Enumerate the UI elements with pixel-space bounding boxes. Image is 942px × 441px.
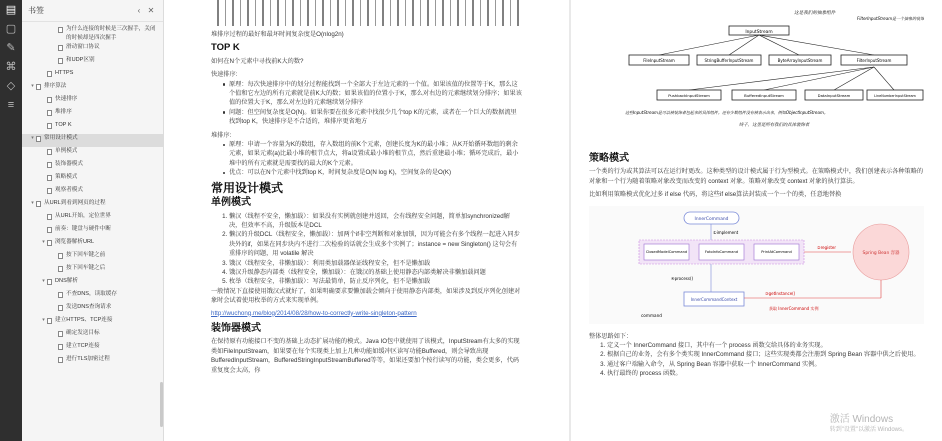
page-icon xyxy=(36,84,41,90)
scrollbar-thumb[interactable] xyxy=(160,382,163,427)
bookmark-label: 快速排序 xyxy=(55,96,78,102)
io-bottom-label: BufferedInputStream xyxy=(744,93,784,98)
page-icon xyxy=(47,123,52,129)
bookmark-label: 前奏：键盘与硬件中断 xyxy=(55,226,111,232)
bookmark-label: HTTPS xyxy=(55,70,74,76)
bookmark-label: 进行TLS加密过程 xyxy=(66,356,110,362)
pdf-page-right xyxy=(571,0,942,441)
page-icon xyxy=(47,149,52,155)
strategy-text-1: 一个类的行为或其算法可以在运行时更改。这种类型的设计模式属于行为型模式。在策略模式中，我们创建表示各种策略的对象和一个行为随着策略对象改变而改变的 context 对象。策略对象改变 context 对象的执行算法。 xyxy=(589,168,924,185)
thumbnail-icon[interactable]: ▢ xyxy=(5,23,17,35)
bookmark-label: 排序算法 xyxy=(44,83,67,89)
page-icon xyxy=(36,201,41,207)
list-item: 优点：可以在N个元素中找到top K，时间复杂度是O(N log K)，空间复杂的是O(K) xyxy=(223,168,522,177)
list-item: 5. 枚举（线程安全，非懒加载）：写法最简单，防止反序列化，但不是懒加载 xyxy=(229,277,522,286)
chevron-down-icon[interactable]: ▾ xyxy=(31,200,34,206)
page-icon xyxy=(58,292,63,298)
bookmark-item[interactable] xyxy=(22,329,163,342)
page-icon xyxy=(58,58,63,64)
io-bottom-label: DataInputStream xyxy=(817,93,851,98)
bookmark-label: 发送DNS查询请求 xyxy=(66,304,112,310)
page-icon xyxy=(47,175,52,181)
strategy-diagram xyxy=(589,206,924,324)
process-label: ④process() xyxy=(671,275,694,281)
bookmark-item[interactable] xyxy=(22,277,163,290)
bookmark-item[interactable] xyxy=(22,121,163,134)
bookmark-item[interactable] xyxy=(22,69,163,82)
bookmark-panel-title: 书签 xyxy=(28,6,44,15)
topk-heading: TOP K xyxy=(211,42,240,54)
singleton-note: 一般情况下直接使用饿汉式就好了，如果明确要求要懒加载会倾向于使用静态内部类，如果涉及到反序列化创建对象时会试着使用枚举的方式来实现单例。 xyxy=(211,287,521,305)
io-note-right: FilterInputStream是一个抽象的装饰者 xyxy=(857,16,924,21)
spring-label: Spring Bean 容器 xyxy=(862,250,900,256)
page-icon xyxy=(47,240,52,246)
pdf-page-left xyxy=(164,0,569,441)
list-item: 1. 懒汉（线程不安全，懒加载）：如果没有实例就创建并返回，会有线程安全问题，简单加synchronized解决，但效率不高，升级版本是DCL xyxy=(229,212,522,231)
heap-sort-figure xyxy=(211,0,522,26)
bookmark-item[interactable] xyxy=(22,316,163,329)
heap-sort-label: 堆排序: xyxy=(211,131,232,139)
chevron-down-icon[interactable]: ▾ xyxy=(42,239,45,245)
io-bottom-label: PushbackInputStream xyxy=(668,93,710,98)
singleton-heading: 单例模式 xyxy=(211,197,251,209)
command-label: command xyxy=(641,312,662,318)
register-label: ②register xyxy=(817,244,837,250)
bookmark-label: 为什么连接的时候是三次握手，关闭的时候却是四次握手 xyxy=(66,26,156,41)
io-bottom-label: LineNumberInputStream xyxy=(874,94,916,98)
bookmark-item[interactable] xyxy=(22,25,163,43)
bookmark-label: DNS解析 xyxy=(55,278,78,284)
heap-caption: 堆排序过程的最好和最坏时间复杂度是O(nlog2n) xyxy=(211,31,344,38)
layers-icon[interactable]: ≡ xyxy=(7,98,15,111)
bookmark-item[interactable] xyxy=(22,303,163,316)
bookmark-item[interactable] xyxy=(22,160,163,173)
io-mid-label: FilterInputStream xyxy=(856,58,892,63)
bookmark-item[interactable] xyxy=(22,342,163,355)
bookmark-item[interactable] xyxy=(22,355,163,368)
strategy-text-2: 比如利用策略模式优化过多 if else 代码，将这些if else算法封装成一个一个的类，任意地替换 xyxy=(589,191,842,199)
overall-label: 整体思路如下： xyxy=(589,332,633,340)
quick-sort-list xyxy=(223,80,522,127)
singleton-list xyxy=(223,212,522,287)
bookmark-label: 按下回车键之前 xyxy=(66,252,106,258)
page-icon xyxy=(47,227,52,233)
topk-question: 如何在N个元素中寻找前K大的数? xyxy=(211,57,304,65)
list-item: 4. 饿汉升级静态内部类（线程安全，懒加载）：在饿汉的基础上使用静态内部类解决非懒加载问题 xyxy=(229,268,522,277)
io-mid-label: FileInputStream xyxy=(643,58,675,63)
bookmark-tree xyxy=(22,22,163,368)
bookmark-label: 滑动窗口协议 xyxy=(66,44,100,50)
tag-icon[interactable]: ◇ xyxy=(6,80,16,92)
page-icon xyxy=(47,97,52,103)
tool-rail xyxy=(0,0,22,441)
bookmark-item[interactable] xyxy=(22,225,163,238)
page-icon xyxy=(47,162,52,168)
page-icon xyxy=(47,279,52,285)
io-note-left: 这些InputStream是可以被装饰者包起来的具体组件。还有少数组件没有被表示出来，例如ObjectInputStream。 xyxy=(625,110,828,115)
context-label: InnerCommandContext xyxy=(690,296,738,302)
page-icon xyxy=(58,305,63,311)
attachment-icon[interactable]: ⌘ xyxy=(5,61,17,73)
bookmark-label: 堆排序 xyxy=(55,109,72,115)
bookmark-item[interactable] xyxy=(22,134,163,147)
io-mid-label: StringBufferInputStream xyxy=(704,58,754,63)
inner-command-label: InnerCommand xyxy=(694,216,729,222)
bookmark-panel xyxy=(22,0,164,441)
impl-label: PrintAtCommand xyxy=(761,249,792,254)
page-icon xyxy=(58,27,63,33)
page-icon xyxy=(58,357,63,363)
bookmark-panel-header xyxy=(22,0,163,22)
close-icon[interactable]: ✕ xyxy=(147,6,155,15)
list-item: 1. 定义一个 InnerCommand 接口，其中有一个 process 函数交给具体的业务实现。 xyxy=(607,341,924,350)
bookmark-label: 建立TCP连接 xyxy=(66,343,100,349)
bookmark-label: 确定发送目标 xyxy=(66,330,100,336)
io-note-bottom: 终于，这里是所有我们的具体装饰者 xyxy=(739,123,810,128)
heap-sort-list xyxy=(223,140,522,178)
page-icon xyxy=(36,136,41,142)
bookmark-item[interactable] xyxy=(22,147,163,160)
list-item: 问题：但空间复杂度是O(N)。如果你要在很多元素中找很少几个top K的元素，或者在一个巨大的数据流里找到top K，快速排序是不合适的，堆排序更省地方 xyxy=(223,108,522,127)
bookmark-label: 按下回车键之后 xyxy=(66,265,106,271)
bookmark-label: 策略模式 xyxy=(55,174,78,180)
list-item: 2. 根据自己的业务，会有多个类实现 InnerCommand 接口；这些实现类都会注册到 Spring Bean 容器中供之后使用。 xyxy=(607,350,924,359)
bookmark-label: 装饰器模式 xyxy=(55,161,83,167)
page-icon xyxy=(58,344,63,350)
page-icon xyxy=(47,188,52,194)
chevron-down-icon[interactable]: ▾ xyxy=(31,135,34,141)
io-stream-diagram-svg xyxy=(589,0,924,148)
bookmark-item[interactable] xyxy=(22,199,163,212)
io-box-top-label: InputStream xyxy=(745,30,773,35)
windows-activation-watermark xyxy=(830,414,908,436)
bookmark-item[interactable] xyxy=(22,251,163,264)
bookmark-label: 建立HTTPS、TCP连接 xyxy=(55,317,113,323)
bookmark-icon[interactable]: ▤ xyxy=(5,4,17,16)
strategy-heading: 策略模式 xyxy=(589,153,629,164)
chevron-down-icon[interactable]: ▾ xyxy=(42,317,45,323)
annotation-icon[interactable]: ✎ xyxy=(6,42,16,54)
io-note-top: 这是我们的抽象组件 xyxy=(794,11,836,16)
page-icon xyxy=(58,253,63,259)
list-item: 3. 通过客户端输入命令，从 Spring Bean 容器中获取一个 InnerCommand 实例。 xyxy=(607,360,924,369)
bookmark-label: 和UDP区别 xyxy=(66,57,95,63)
decorator-text: 在保持原有功能接口不变的基础上动态扩展功能的模式。Java IO包中就使用了该模式，InputStream有太多的实现类如FileInputStream，如果要在每个实现类上加上几种功能如缓冲区读写功能Buffered，则会导致出现BufferedInputStream，BufferedStringInputStreamBuffered等等，如果还要加个按行读写的功能，类会更多，代码重复度会太高，你 xyxy=(211,338,520,374)
list-item: 原理：申请一个容量为K的数组，存入数组的前K个元素，创建长度为K的最小堆；从K开始循环数组的剩余元素，如果元素(a)比最小堆的根节点大，将a设置成最小堆的根节点，然后重建最小堆；循环完成后，最小堆中的所有元素就是需要找的最大的K个元素。 xyxy=(223,140,522,168)
bookmark-item[interactable] xyxy=(22,56,163,69)
singleton-link[interactable]: http://wuchong.me/blog/2014/08/28/how-to-correctly-write-singleton-pattern xyxy=(211,309,417,317)
bookmark-item[interactable] xyxy=(22,43,163,56)
chevron-down-icon[interactable]: ▾ xyxy=(31,83,34,89)
bookmark-label: 从URL开始，定位世界 xyxy=(55,213,111,219)
watermark-line-2: 转到"设置"以激活 Windows。 xyxy=(829,427,908,433)
getinstance-label: ③getInstance() xyxy=(765,290,796,296)
bookmark-item[interactable] xyxy=(22,186,163,199)
list-item: 4. 执行最终的 process 函数。 xyxy=(607,369,924,378)
page-icon xyxy=(58,331,63,337)
implement-label: ①implement xyxy=(713,229,739,235)
design-patterns-heading: 常用设计模式 xyxy=(211,180,284,195)
page-icon xyxy=(58,266,63,272)
quick-sort-label: 快速排序: xyxy=(211,71,238,79)
bookmark-item[interactable] xyxy=(22,173,163,186)
page-icon xyxy=(47,318,52,324)
bookmark-label: 观察者模式 xyxy=(55,187,83,193)
fetch-label: 获取 InnerCommand 实例 xyxy=(769,305,819,311)
chevron-down-icon[interactable]: ▾ xyxy=(42,278,45,284)
decorator-heading: 装饰器模式 xyxy=(211,322,261,334)
strategy-diagram-svg xyxy=(589,206,924,324)
page-icon xyxy=(47,71,52,77)
impl-label: ClosedModelCommand xyxy=(645,249,688,254)
page-icon xyxy=(47,214,52,220)
impl-label: FotoInfoCommand xyxy=(704,249,739,254)
bookmark-label: TOP K xyxy=(55,122,72,128)
list-item: 原理：每次快速排序中的划分过程能找到一个全部大于左边元素的一个值。如果该值的位置等于K，那么这个值和它左边的所有元素就是前K大的数；如果该值的位置小于K，那么对右边的元素继续划分排序；如果该值的位置大于K，那么对左边的元素继续划分排序 xyxy=(223,80,522,108)
bookmark-label: 单例模式 xyxy=(55,148,78,154)
bookmark-label: 常用设计模式 xyxy=(44,135,78,141)
bookmark-item[interactable] xyxy=(22,238,163,251)
bookmark-label: 从URL到看到网页的过程 xyxy=(44,200,106,206)
bookmark-label: 浏览器解析URL xyxy=(55,239,95,245)
collapse-panel-icon[interactable]: ‹ xyxy=(137,6,141,15)
list-item: 2. 懒汉的升级DCL（线程安全，懒加载）：加两个if非空判断和对象加锁，因为可能会有多个线程一起进入同步块外的if，如果在同步块内不进行二次检验的话就会生成多个实例了；instance = new Singleton() 这句会有重排序的问题，用 volatile 解决 xyxy=(229,230,522,258)
page-icon xyxy=(47,110,52,116)
bookmark-item[interactable] xyxy=(22,264,163,277)
bookmark-scrollbar[interactable] xyxy=(159,22,163,441)
io-stream-diagram xyxy=(589,0,924,148)
steps-list xyxy=(601,341,924,379)
bookmark-item[interactable] xyxy=(22,82,163,95)
bookmark-item[interactable] xyxy=(22,108,163,121)
page-icon xyxy=(58,45,63,51)
bookmark-item[interactable] xyxy=(22,212,163,225)
bookmark-label: 不查DNS，读取缓存 xyxy=(66,291,117,297)
list-item: 3. 饿汉（线程安全，非懒加载）：利用类加载器保证线程安全，但不是懒加载 xyxy=(229,259,522,268)
watermark-line-1: 激活 Windows xyxy=(829,414,894,425)
io-mid-label: ByteArrayInputStream xyxy=(777,58,823,63)
bookmark-item[interactable] xyxy=(22,290,163,303)
bookmark-item[interactable] xyxy=(22,95,163,108)
